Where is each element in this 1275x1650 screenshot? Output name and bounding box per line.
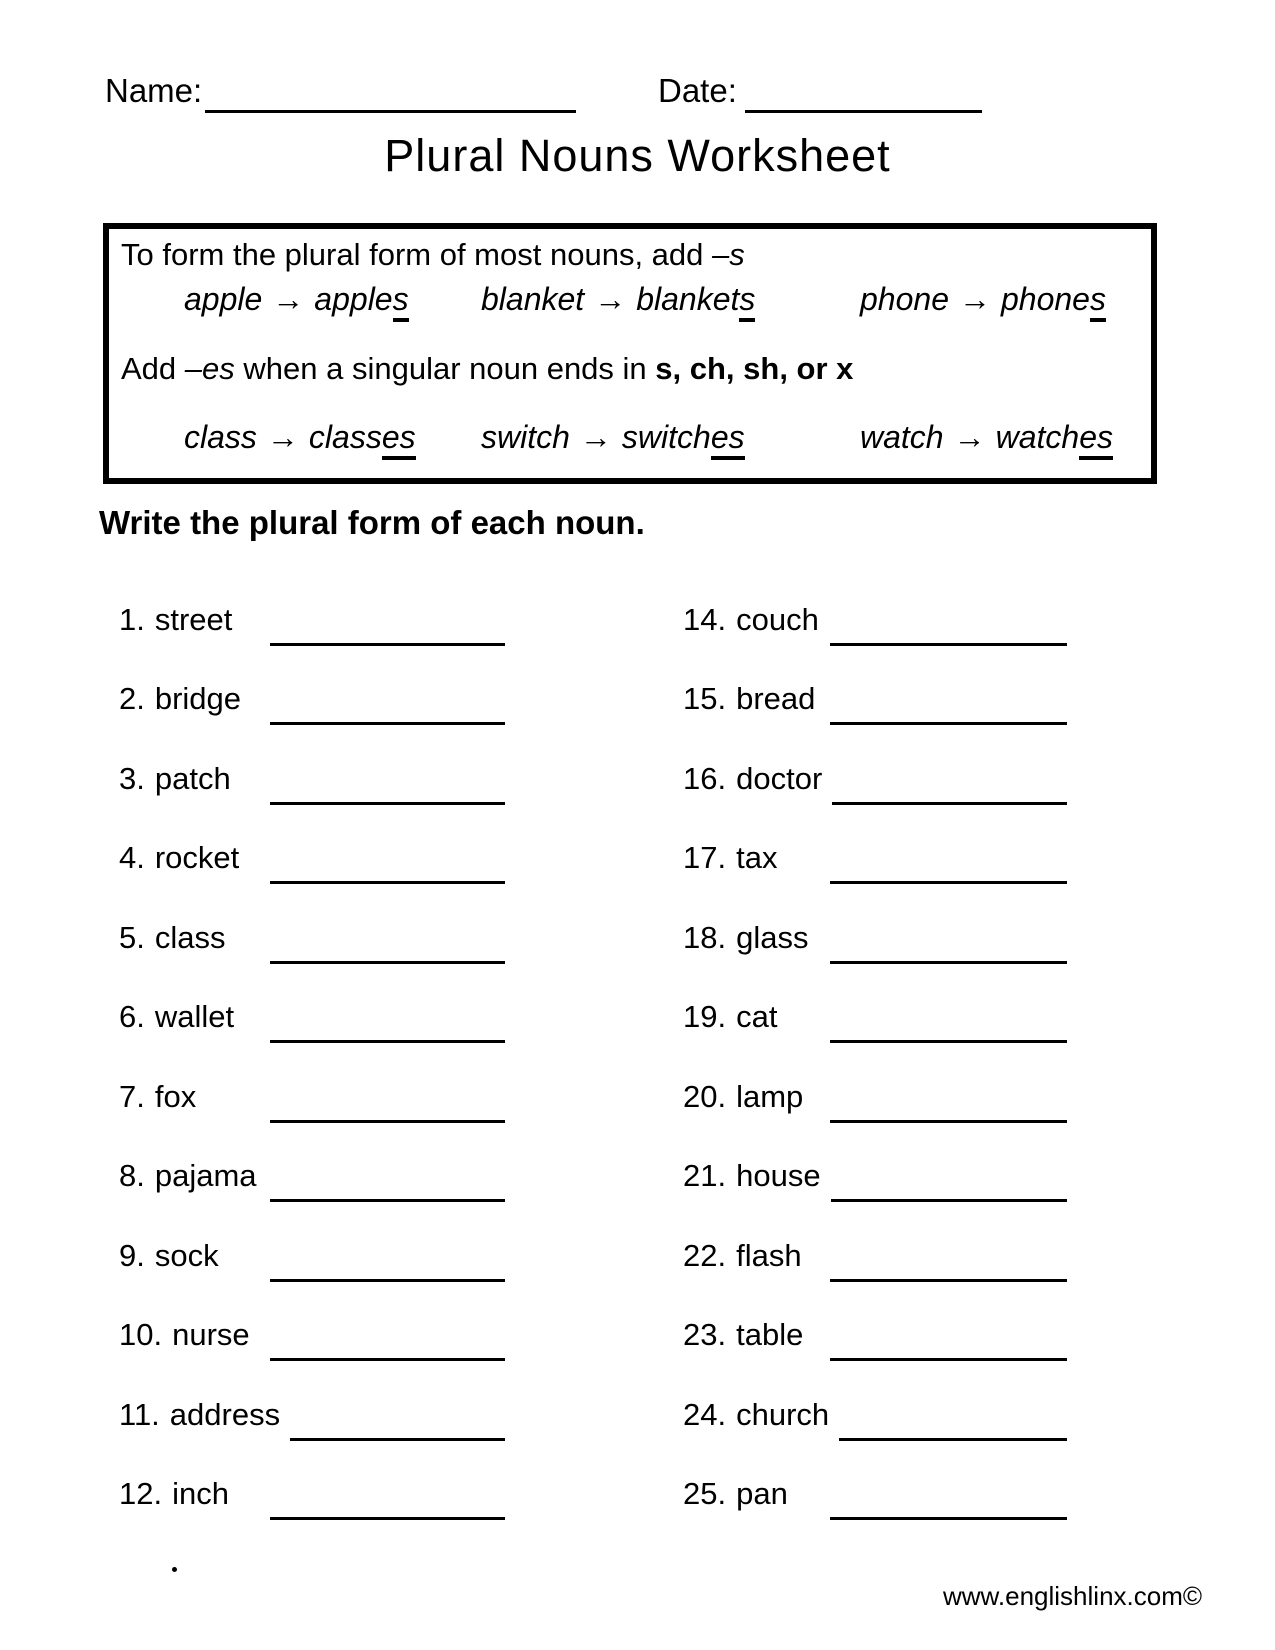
arrow-icon: → [579, 419, 612, 455]
question-row [119, 725, 505, 805]
answer-line[interactable] [290, 1393, 505, 1441]
question-row [683, 725, 1067, 805]
question-row [683, 884, 1067, 964]
question-row [683, 1123, 1067, 1203]
question-label: 7. fox [119, 1078, 197, 1114]
question-row [119, 1282, 505, 1362]
question-label: 10. nurse [119, 1317, 250, 1352]
page-title: Plural Nouns Worksheet [384, 130, 891, 181]
answer-line[interactable] [270, 1472, 505, 1520]
question-column-left [119, 566, 505, 1520]
question-label: 6. wallet [119, 999, 235, 1034]
question-row [683, 1441, 1067, 1521]
answer-line[interactable] [270, 1313, 505, 1361]
footer-url: www.englishlinx.com© [943, 1581, 1203, 1611]
question-column-right [683, 566, 1067, 1520]
question-label: 21. house [683, 1158, 821, 1193]
example-pair: apple → apples [184, 281, 409, 322]
name-input-line[interactable] [205, 68, 576, 113]
example-pair: switch → switches [481, 419, 745, 460]
question-row [683, 1043, 1067, 1123]
answer-line[interactable] [830, 995, 1067, 1043]
answer-line[interactable] [831, 1154, 1067, 1202]
question-label: 1. street [119, 601, 233, 637]
answer-line[interactable] [270, 836, 505, 884]
answer-line[interactable] [832, 757, 1067, 805]
answer-line[interactable] [270, 916, 505, 964]
question-row [683, 964, 1067, 1044]
arrow-icon: → [958, 281, 991, 317]
question-row [119, 646, 505, 726]
question-row [119, 1123, 505, 1203]
answer-line[interactable] [270, 598, 505, 646]
answer-line[interactable] [270, 1154, 505, 1202]
answer-line[interactable] [270, 995, 505, 1043]
question-row [119, 805, 505, 885]
question-label: 12. inch [119, 1476, 229, 1511]
stray-mark [172, 1567, 177, 1572]
question-label: 20. lamp [683, 1078, 804, 1114]
question-label: 2. bridge [119, 681, 242, 716]
question-row [119, 884, 505, 964]
name-label: Name: [105, 72, 203, 109]
question-label: 24. church [683, 1396, 830, 1432]
question-label: 11. address [119, 1396, 281, 1432]
example-pair: phone → phones [860, 281, 1106, 322]
example-pair: class → classes [184, 419, 416, 460]
answer-line[interactable] [830, 1313, 1067, 1361]
example-pair: watch → watches [860, 419, 1113, 460]
arrow-icon: → [953, 419, 986, 455]
question-row [683, 566, 1067, 646]
answer-line[interactable] [830, 916, 1067, 964]
arrow-icon: → [594, 281, 627, 317]
question-row [119, 964, 505, 1044]
question-row [119, 1361, 505, 1441]
question-row [119, 1043, 505, 1123]
answer-line[interactable] [830, 677, 1067, 725]
question-row [683, 646, 1067, 726]
date-input-line[interactable] [745, 68, 982, 113]
question-row [683, 1202, 1067, 1282]
question-label: 4. rocket [119, 840, 240, 875]
question-label: 15. bread [683, 681, 816, 716]
answer-line[interactable] [830, 598, 1067, 646]
question-row [119, 566, 505, 646]
answer-line[interactable] [270, 677, 505, 725]
question-label: 8. pajama [119, 1158, 257, 1193]
answer-line[interactable] [830, 1234, 1067, 1282]
rule-2-text: Add –es when a singular noun ends in s, ch, sh, or x [121, 351, 854, 386]
question-row [683, 805, 1067, 885]
answer-line[interactable] [830, 1472, 1067, 1520]
question-label: 25. pan [683, 1476, 788, 1511]
question-label: 17. tax [683, 840, 778, 875]
question-label: 19. cat [683, 999, 778, 1034]
question-row [683, 1282, 1067, 1362]
question-label: 5. class [119, 919, 226, 955]
answer-line[interactable] [270, 757, 505, 805]
question-label: 22. flash [683, 1237, 802, 1273]
question-row [119, 1202, 505, 1282]
rule-1-text: To form the plural form of most nouns, add –s [121, 237, 745, 272]
question-label: 23. table [683, 1317, 804, 1352]
rules-box [103, 223, 1157, 484]
section-instruction: Write the plural form of each noun. [99, 504, 645, 541]
answer-line[interactable] [270, 1234, 505, 1282]
answer-line[interactable] [270, 1075, 505, 1123]
question-label: 18. glass [683, 919, 809, 955]
question-label: 14. couch [683, 601, 819, 637]
arrow-icon: → [272, 281, 305, 317]
question-label: 3. patch [119, 760, 231, 796]
answer-line[interactable] [839, 1393, 1067, 1441]
date-label: Date: [658, 72, 737, 109]
answer-line[interactable] [830, 1075, 1067, 1123]
arrow-icon: → [266, 419, 299, 455]
question-label: 9. sock [119, 1237, 219, 1273]
question-row [683, 1361, 1067, 1441]
question-label: 16. doctor [683, 760, 823, 796]
example-pair: blanket → blankets [481, 281, 755, 322]
answer-line[interactable] [830, 836, 1067, 884]
question-row [119, 1441, 505, 1521]
